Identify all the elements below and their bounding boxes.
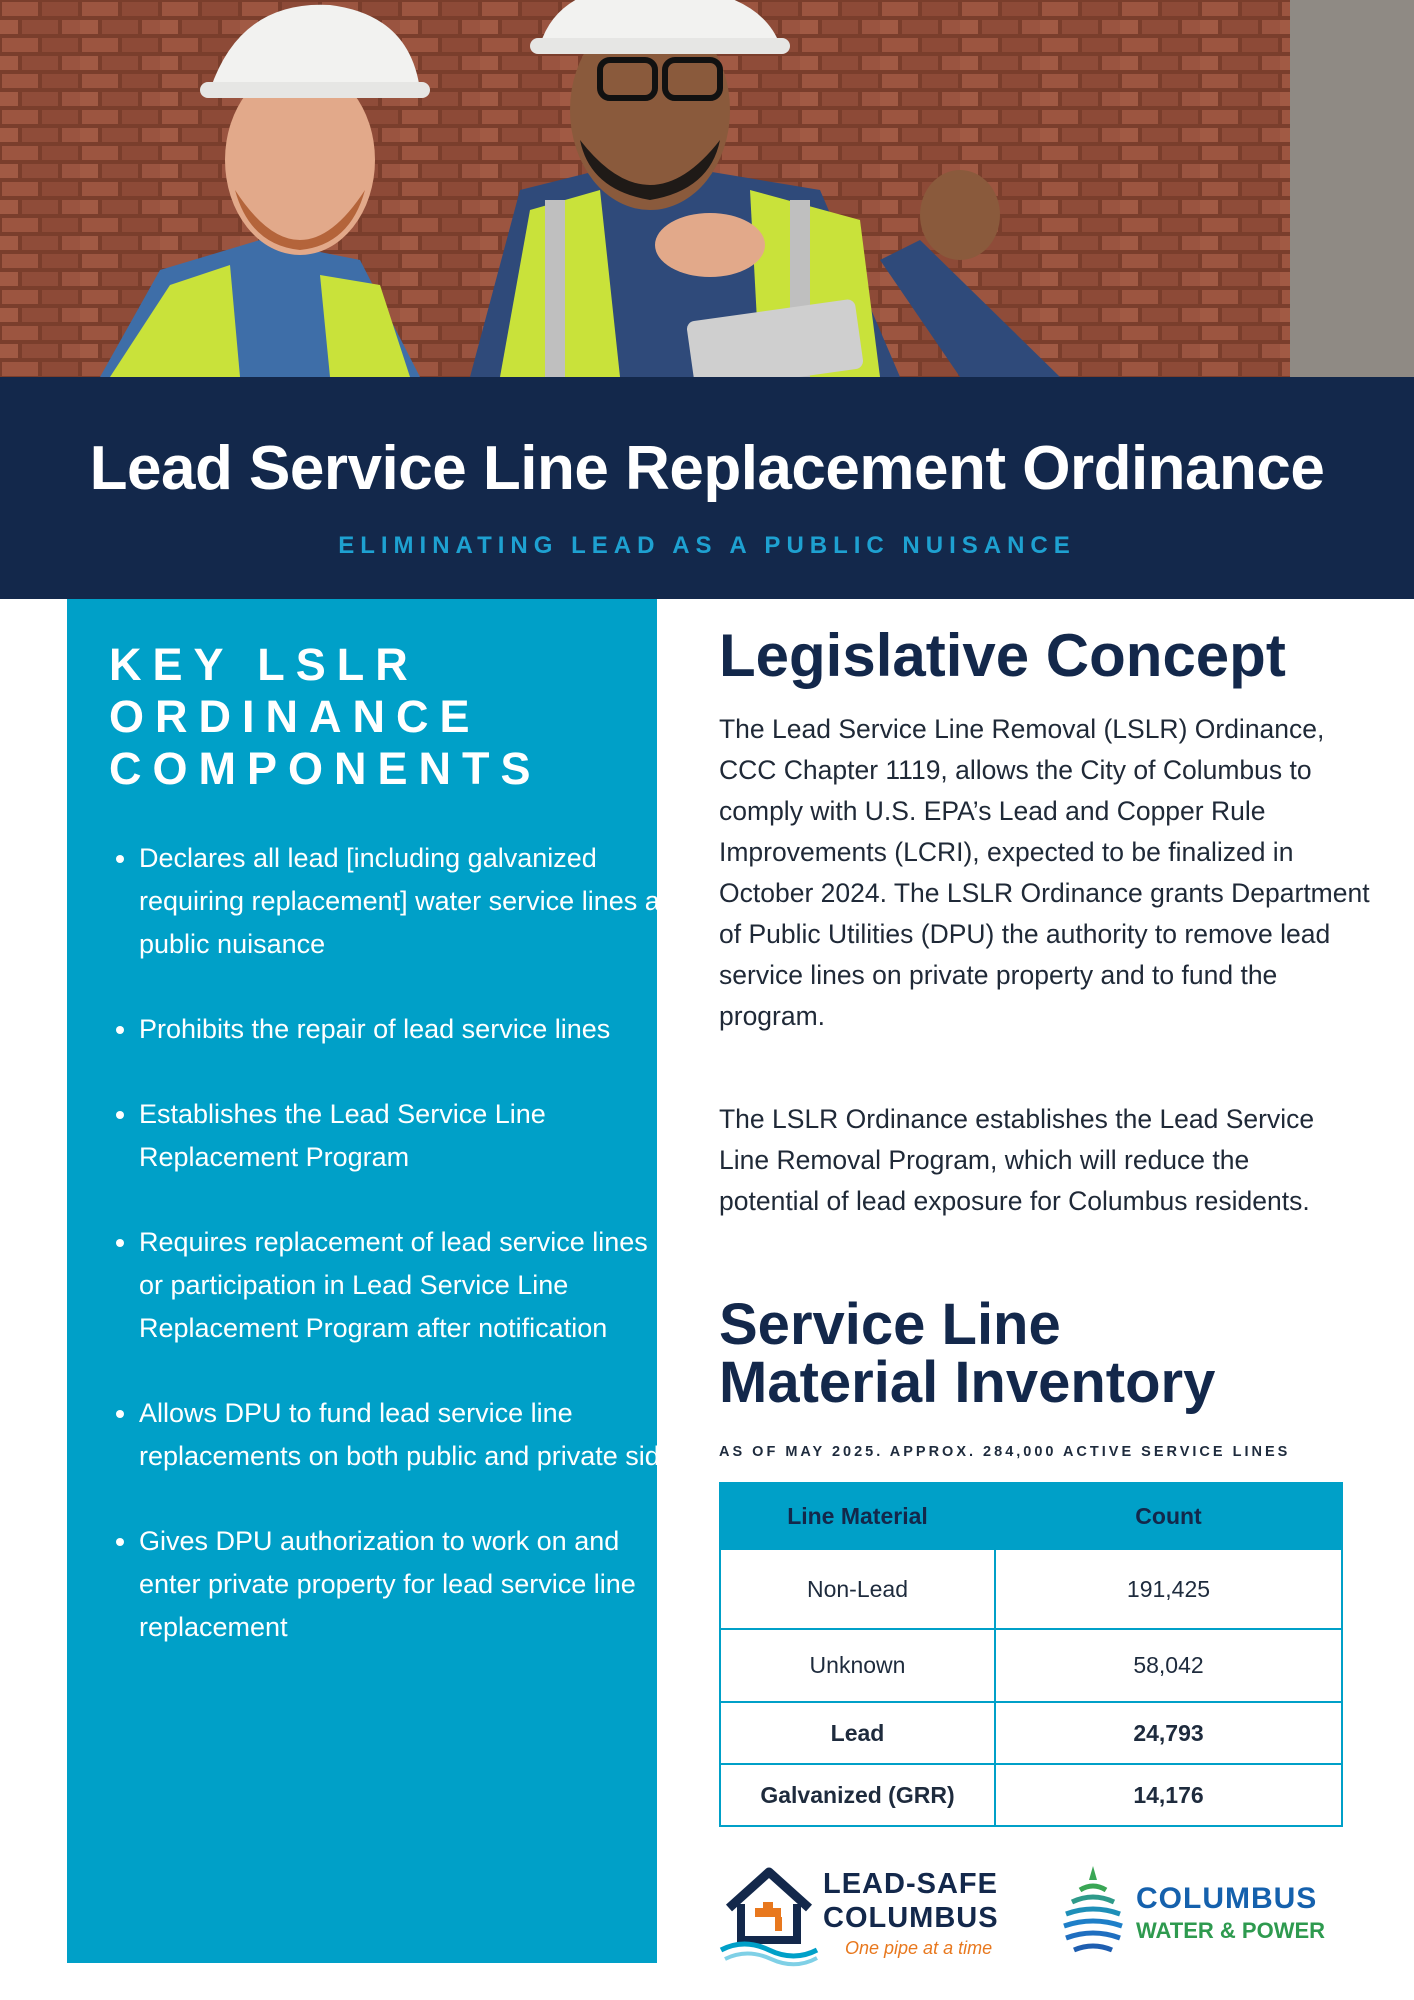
inventory-table <box>719 1482 1343 1827</box>
list-item: • Requires replacement of lead service lines or participation in Lead Service Line Replacement Program after notification <box>139 1221 679 1350</box>
legislative-heading: Legislative Concept <box>719 622 1286 689</box>
key-components-heading-line: ORDINANCE <box>109 691 481 742</box>
inventory-note: AS OF MAY 2025. APPROX. 284,000 ACTIVE SERVICE LINES <box>719 1444 1291 1460</box>
key-components-heading-line: KEY LSLR <box>109 639 419 690</box>
inventory-heading-line: Material Inventory <box>719 1350 1216 1415</box>
list-item: • Allows DPU to fund lead service line replacements on both public and private side <box>139 1392 679 1478</box>
material-cell: Galvanized (GRR) <box>720 1764 995 1826</box>
lead-safe-logo-tagline: One pipe at a time <box>845 1938 993 1958</box>
columbus-water-power-logo <box>1058 1862 1358 1962</box>
list-item: • Establishes the Lead Service Line Replacement Program <box>139 1093 679 1179</box>
column-header-material: Line Material <box>720 1483 995 1549</box>
table-row <box>720 1629 1342 1702</box>
key-components-panel <box>67 599 675 1963</box>
list-item: • Gives DPU authorization to work on and enter private property for lead service line replacement <box>139 1520 679 1649</box>
count-cell: 191,425 <box>995 1549 1342 1629</box>
page-subtitle: ELIMINATING LEAD AS A PUBLIC NUISANCE <box>338 532 1076 559</box>
title-banner <box>0 377 1414 599</box>
water-drop-icon <box>1058 1862 1128 1962</box>
table-header-row <box>720 1483 1342 1549</box>
columbus-logo-line1: COLUMBUS <box>1136 1882 1318 1915</box>
column-header-count: Count <box>995 1483 1342 1549</box>
columbus-logo-line2: WATER & POWER <box>1136 1918 1326 1943</box>
material-cell: Unknown <box>720 1629 995 1702</box>
key-components-heading-line: COMPONENTS <box>109 743 542 794</box>
legislative-section <box>719 620 1369 692</box>
list-item: • Prohibits the repair of lead service lines <box>139 1008 679 1051</box>
count-cell: 14,176 <box>995 1764 1342 1826</box>
lead-safe-logo-line1: LEAD-SAFE <box>823 1868 998 1900</box>
material-cell: Lead <box>720 1702 995 1764</box>
count-cell: 58,042 <box>995 1629 1342 1702</box>
lead-safe-logo-line2: COLUMBUS <box>823 1902 999 1934</box>
legislative-paragraph-2: The LSLR Ordinance establishes the Lead Service Line Removal Program, which will reduce the potential of lead exposure for Columbus residents. <box>719 1104 1315 1216</box>
table-row <box>720 1764 1342 1826</box>
house-pipe-icon <box>719 1858 819 1968</box>
key-components-list <box>109 837 679 1691</box>
table-row <box>720 1549 1342 1629</box>
page-title: Lead Service Line Replacement Ordinance <box>89 434 1325 503</box>
legislative-paragraph-1: The Lead Service Line Removal (LSLR) Ordinance, CCC Chapter 1119, allows the City of Columbus to comply with U.S. EPA’s Lead and Copper Rule Improvements (LCRI), expected to be finalized in October 2024. The LSLR Ordinance grants Department of Public Utilities (DPU) the authority to remove lead service lines on private property and to fund the program. <box>719 714 1370 1031</box>
hero-photo <box>0 0 1414 377</box>
count-cell: 24,793 <box>995 1702 1342 1764</box>
lead-safe-columbus-logo <box>719 1858 1019 1968</box>
inventory-heading-line: Service Line <box>719 1292 1061 1357</box>
table-row <box>720 1702 1342 1764</box>
inventory-heading <box>719 1292 1369 1415</box>
material-cell: Non-Lead <box>720 1549 995 1629</box>
list-item: • Declares all lead [including galvanized requiring replacement] water service lines a public nuisance <box>139 837 679 966</box>
key-components-heading <box>109 639 542 795</box>
